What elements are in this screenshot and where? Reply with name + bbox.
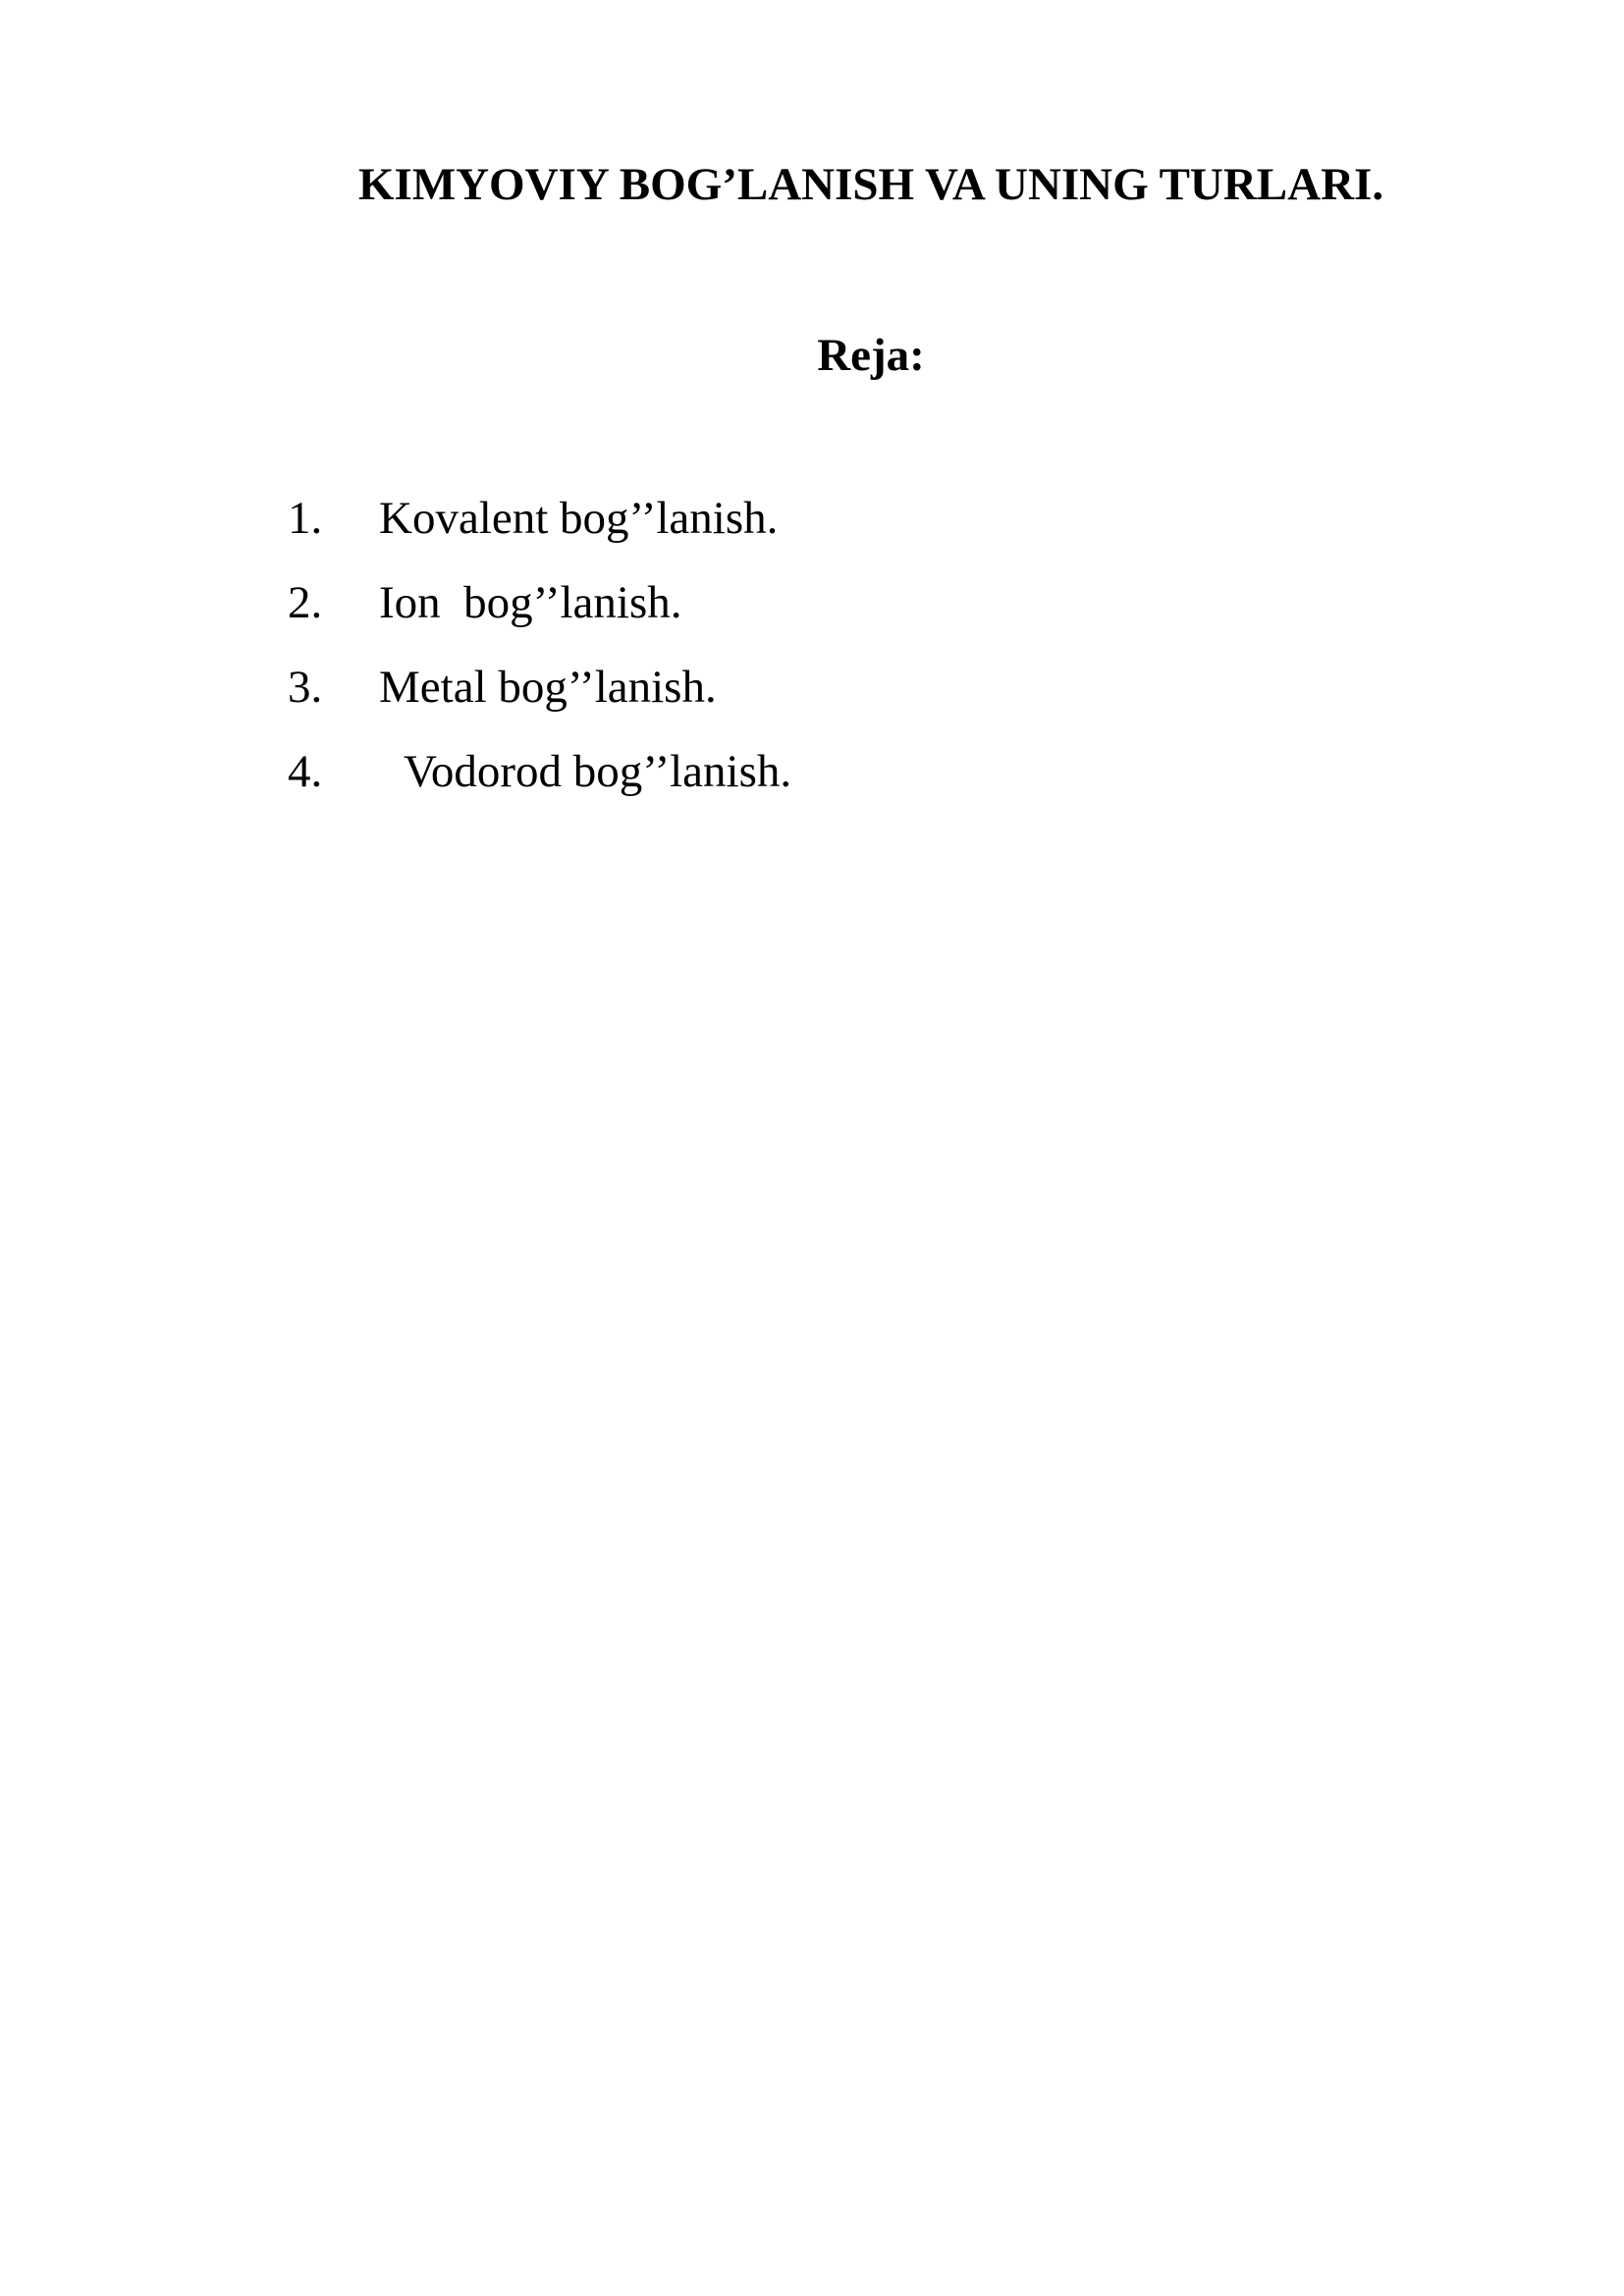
list-item-number: 1. — [288, 493, 323, 544]
list-item-text: Ion bog’’lanish. — [379, 577, 682, 628]
list-item-text: Vodorod bog’’lanish. — [404, 746, 792, 797]
list-item-text: Metal bog’’lanish. — [379, 662, 717, 713]
document-title: KIMYOVIY BOG’LANISH VA UNING TURLARI. — [357, 159, 1384, 210]
plan-heading: Reja: — [817, 330, 925, 381]
list-item-number: 3. — [288, 662, 323, 713]
list-item-number: 2. — [288, 577, 323, 628]
list-item-text: Kovalent bog’’lanish. — [379, 493, 779, 544]
list-item-number: 4. — [288, 746, 323, 797]
